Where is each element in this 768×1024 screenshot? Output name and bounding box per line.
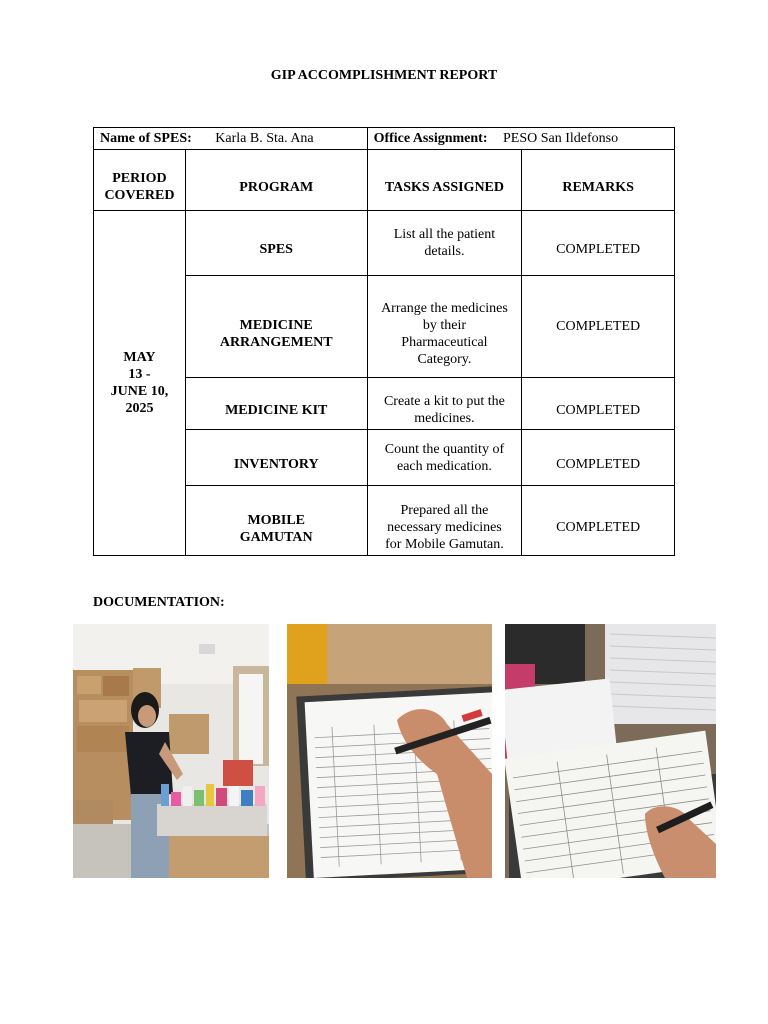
period-covered-cell [94,211,186,556]
task-line: Create a kit to put the [383,394,505,409]
program-line: MEDICINE KIT [225,402,328,418]
task-cell [367,430,522,486]
header-tasks: TASKS ASSIGNED [367,150,522,211]
task-cell [367,276,522,378]
task-cell [367,486,522,556]
remarks-cell: COMPLETED [522,211,675,276]
header-remarks: REMARKS [522,150,675,211]
program-cell [185,211,367,276]
period-line-4: 2025 [125,401,154,416]
header-period [94,150,186,211]
program-line: ARRANGEMENT [219,334,333,350]
program-line: MEDICINE [239,317,313,333]
program-cell [185,378,367,430]
task-line: each medication. [397,458,492,474]
header-period-line-1: PERIOD [112,171,167,186]
task-line: Arrange the medicines [381,300,508,316]
task-line: Pharmaceutical [401,334,488,350]
table-row [94,211,675,276]
office-assignment-cell [367,128,674,150]
spes-name-value: Karla B. Sta. Ana [215,131,314,146]
program-cell [185,276,367,378]
program-line: SPES [259,242,293,257]
info-row [94,128,675,150]
remarks-cell: COMPLETED [522,276,675,378]
period-line-1: MAY [123,350,156,365]
period-line-3: JUNE 10, [110,384,169,399]
task-line: Count the quantity of [384,441,505,457]
report-title: GIP ACCOMPLISHMENT REPORT [270,68,498,83]
remarks-cell: COMPLETED [522,430,675,486]
task-line: for Mobile Gamutan. [385,536,504,552]
office-assignment-label: Office Assignment: [373,131,488,146]
task-cell [367,378,522,430]
program-line: GAMUTAN [239,529,313,545]
task-line: details. [424,244,465,259]
documentation-label: DOCUMENTATION: [93,595,225,610]
task-cell [367,211,522,276]
period-line-2: 13 - [128,367,151,382]
remarks-cell: COMPLETED [522,486,675,556]
program-line: MOBILE [247,512,306,528]
task-line: by their [422,317,466,333]
documentation-photo-inventory [505,624,716,878]
program-cell [185,430,367,486]
task-line: Category. [417,351,472,367]
header-program: PROGRAM [185,150,367,211]
office-assignment-value: PESO San Ildefonso [503,131,619,146]
header-period-line-2: COVERED [104,188,175,203]
header-row [94,150,675,211]
spes-name-cell [94,128,368,150]
task-line: necessary medicines [387,519,502,535]
spes-name-label: Name of SPES: [100,131,192,146]
accomplishment-table [93,127,675,556]
task-line: Prepared all the [400,502,489,518]
task-line: medicines. [414,411,475,426]
remarks-cell: COMPLETED [522,378,675,430]
program-cell [185,486,367,556]
documentation-photo-patient-details [287,624,492,878]
task-line: List all the patient [393,227,496,242]
documentation-photo-medicine-arrangement [73,624,269,878]
program-line: INVENTORY [233,456,319,472]
